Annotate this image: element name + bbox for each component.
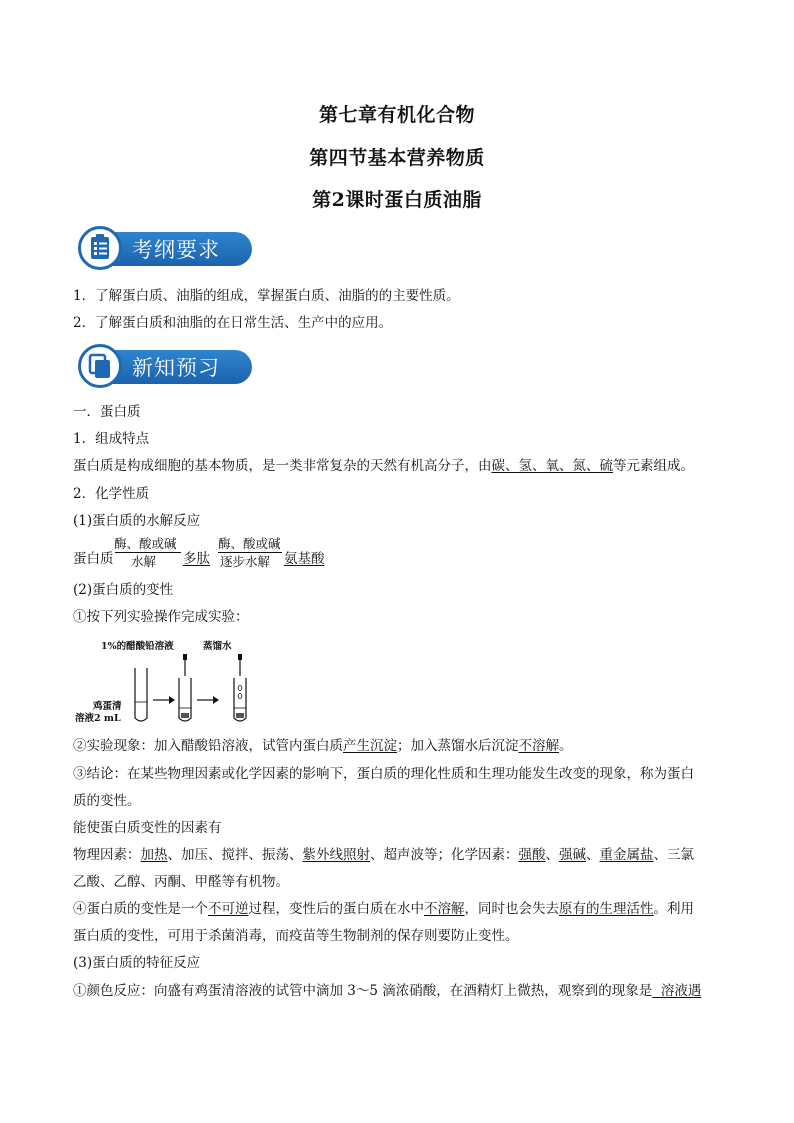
reagent-lead-acetate-label: 1%的醋酸铅溶液: [101, 641, 174, 652]
color-reaction-answer: [652, 983, 701, 999]
step2-text-c: ；加入蒸馏水后沉淀: [397, 738, 519, 754]
step2-text-e: 。: [559, 738, 573, 754]
hydrolysis-scheme: [73, 534, 373, 570]
documents-icon: [78, 344, 122, 388]
factor-heat: 加热: [140, 847, 168, 863]
hydrolysis-cond1-top: 酶、酸或碱: [114, 536, 177, 551]
sample-label-line2: 溶液2 mL: [75, 713, 121, 724]
factors-sep-1: 、: [545, 847, 559, 863]
hydrolysis-start: 蛋白质: [73, 551, 114, 567]
reagent-water-label: 蒸馏水: [203, 641, 232, 652]
preview-banner-label: 新知预习: [132, 356, 220, 380]
requirement-item-1: 1．了解蛋白质、油脂的组成，掌握蛋白质、油脂的的主要性质。: [73, 288, 460, 304]
step4-text-a: ④蛋白质的变性是一个: [73, 901, 208, 917]
heading-chemical-properties: 2．化学性质: [73, 486, 150, 502]
composition-text: [73, 456, 694, 476]
step4-text-e: ，同时也会失去: [464, 901, 559, 917]
hydrolysis-cond1-bottom: 水解: [131, 554, 157, 569]
requirement-item-2: 2．了解蛋白质和油脂的在日常生活、生产中的应用。: [73, 315, 393, 331]
factor-heavy-metal: 重金属盐: [599, 847, 654, 863]
experiment-step-2: [73, 736, 573, 756]
denaturation-title: (2)蛋白质的变性: [73, 582, 174, 598]
test-tube-diagram: [73, 634, 263, 728]
step4-irreversible: 不可逆: [208, 901, 249, 917]
sample-label-line1: 鸡蛋清: [93, 701, 122, 712]
factors-text-2: 、加压、搅拌、振荡、: [167, 847, 303, 863]
factors-line2: 乙酸、乙醇、丙酮、甲醛等有机物。: [73, 874, 289, 890]
clipboard-icon: [78, 226, 122, 270]
requirements-banner: [78, 226, 252, 270]
lesson-title: 第2课时蛋白质油脂: [312, 189, 482, 211]
step2-text-a: ②实验现象：加入醋酸铅溶液，试管内蛋白质: [73, 738, 343, 754]
composition-post: 等元素组成。: [613, 458, 694, 474]
experiment-step-1: ①按下列实验操作完成实验：: [73, 609, 249, 625]
experiment-step-3-line1: ③结论：在某些物理因素或化学因素的影响下，蛋白质的理化性质和生理功能发生改变的现象，称为蛋白: [73, 766, 694, 782]
step2-precipitate: 产生沉淀: [343, 738, 397, 754]
composition-pre: 蛋白质是构成细胞的基本物质，是一类非常复杂的天然有机高分子，由: [73, 458, 492, 474]
step4-text-c: 过程，变性后的蛋白质在水中: [248, 901, 424, 917]
hydrolysis-title: (1)蛋白质的水解反应: [73, 513, 201, 529]
preview-banner: [78, 344, 252, 388]
factors-text-4: 、三氯: [653, 847, 694, 863]
factor-strong-base: 强碱: [559, 847, 586, 863]
hydrolysis-mid: 多肽: [183, 551, 210, 567]
factors-title: 能使蛋白质变性的因素有: [73, 820, 222, 836]
hydrolysis-cond2-top: 酶、酸或碱: [218, 536, 281, 551]
heading-composition: 1．组成特点: [73, 431, 150, 447]
step4-insoluble: 不溶解: [424, 901, 465, 917]
heading-protein: 一．蛋白质: [73, 404, 141, 420]
composition-elements: 碳、氢、氧、氮、硫: [491, 458, 613, 474]
feature-reaction-title: (3)蛋白质的特征反应: [73, 955, 201, 971]
color-reaction-answer-text: 溶液遇: [660, 983, 702, 999]
hydrolysis-end: 氨基酸: [284, 551, 325, 567]
hydrolysis-cond2-bottom: 逐步水解: [220, 554, 271, 569]
experiment-figure: [73, 634, 263, 728]
factor-strong-acid: 强酸: [518, 847, 546, 863]
step-4-line1: [73, 899, 694, 919]
color-reaction: [73, 981, 701, 1001]
step2-insoluble: 不溶解: [518, 738, 559, 754]
factors-sep-2: 、: [586, 847, 600, 863]
factors-physical-label: 物理因素：: [73, 847, 141, 863]
experiment-step-3-line2: 质的变性。: [73, 793, 141, 809]
requirements-banner-label: 考纲要求: [132, 238, 220, 262]
step4-activity: 原有的生理活性: [559, 901, 654, 917]
chapter-title: 第七章有机化合物: [318, 104, 475, 126]
step-4-line2: 蛋白质的变性，可用于杀菌消毒，而疫苗等生物制剂的保存则要防止变性。: [73, 928, 519, 944]
section-title: 第四节基本营养物质: [309, 147, 485, 169]
factors-text-3: 、超声波等；化学因素：: [370, 847, 519, 863]
factor-uv: 紫外线照射: [302, 847, 370, 863]
color-reaction-text: ①颜色反应：向盛有鸡蛋清溶液的试管中滴加 3～5 滴浓硝酸，在酒精灯上微热，观察到的现象是: [73, 983, 653, 999]
factors-line1: [73, 845, 694, 865]
step4-text-g: 。利用: [653, 901, 694, 917]
